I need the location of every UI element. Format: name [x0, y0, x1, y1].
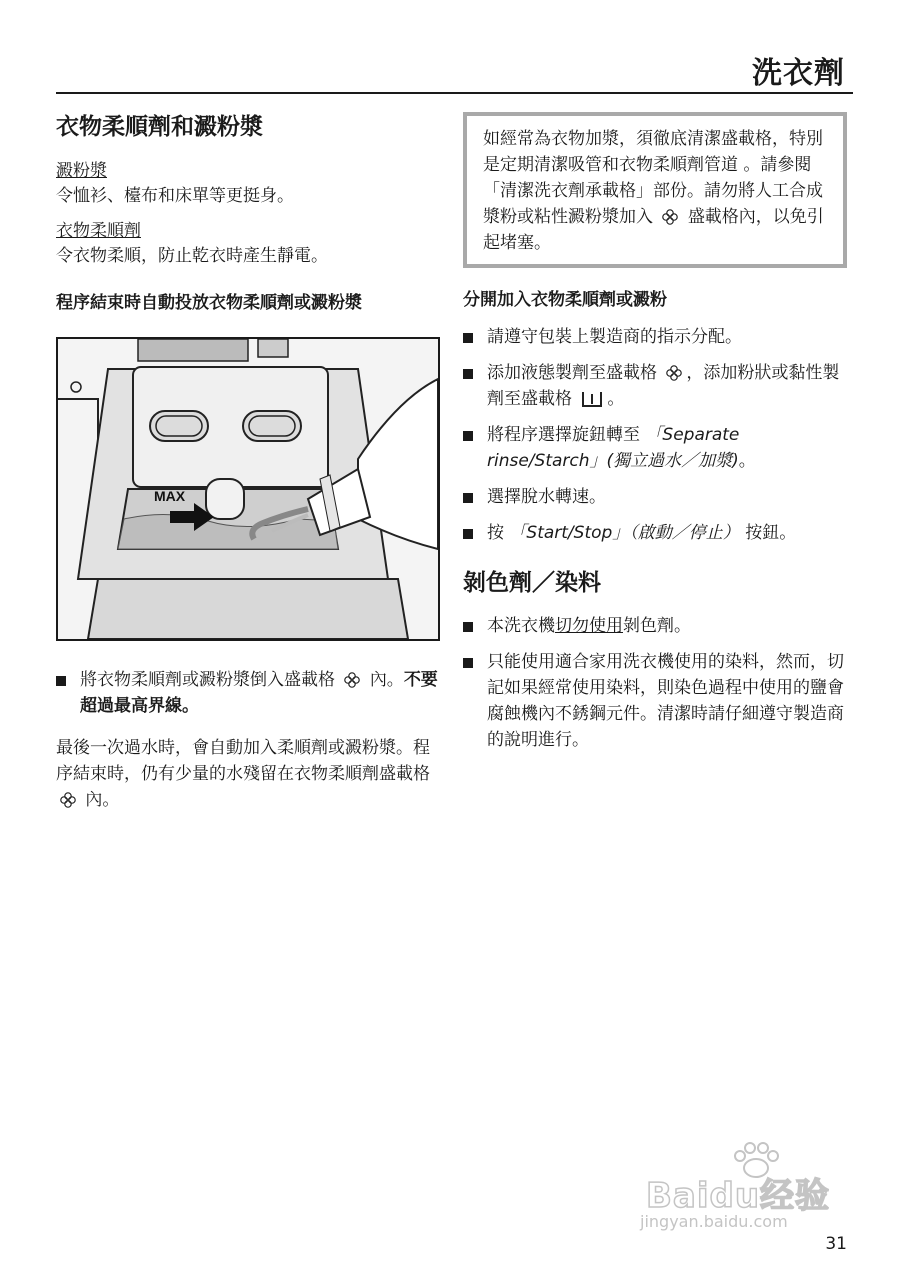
bullet-warning: 不要超過最高界線。	[80, 670, 438, 716]
list-item	[463, 520, 849, 546]
step-text: 將程序選擇旋鈕轉至	[487, 425, 640, 445]
watermark-brand: Baidu经验	[646, 1176, 831, 1216]
list-item	[463, 324, 849, 350]
flower-icon	[60, 792, 76, 808]
bullet-square-icon	[463, 493, 473, 503]
step-text: 添加液態製劑至盛載格	[487, 363, 657, 383]
list-item	[463, 613, 849, 639]
flower-icon	[666, 365, 682, 381]
powder-compartment-icon	[581, 390, 603, 408]
bullet-square-icon	[463, 529, 473, 539]
dispenser-illustration	[56, 337, 440, 641]
list-item	[463, 649, 849, 753]
auto-dispense-title: 程序結束時自動投放衣物柔順劑或澱粉漿	[56, 293, 362, 313]
page-title: 洗衣劑	[752, 56, 845, 91]
bullet-square-icon	[463, 369, 473, 379]
para-text: 最後一次過水時，會自動加入柔順劑或澱粉漿。程序結束時，仍有少量的水殘留在衣物柔順劑盛載格	[56, 738, 430, 784]
bullet-square-icon	[463, 622, 473, 632]
bullet-tail: 內。	[369, 670, 404, 690]
step-text-end: 。	[738, 451, 756, 471]
page-number: 31	[825, 1234, 847, 1254]
button-name: 「Start/Stop」（啟動／停止）	[509, 523, 740, 543]
note-box	[463, 112, 847, 268]
separate-add-steps	[463, 324, 849, 546]
right-column	[463, 112, 849, 763]
watermark-url: jingyan.baidu.com	[640, 1212, 788, 1231]
flower-icon	[662, 209, 678, 225]
step-text-end: 。	[607, 389, 625, 409]
dye-warning: 切勿使用	[555, 616, 623, 636]
separate-add-title: 分開加入衣物柔順劑或澱粉	[463, 290, 667, 310]
list-item	[463, 360, 849, 412]
dye-section-title: 剝色劑／染料	[463, 570, 601, 596]
dye-notes	[463, 613, 849, 753]
fill-instructions	[56, 667, 440, 719]
step-text: 請遵守包裝上製造商的指示分配。	[487, 327, 742, 347]
left-column	[56, 100, 440, 813]
list-item	[56, 667, 440, 719]
watermark	[640, 1150, 850, 1230]
starch-term: 澱粉漿	[56, 161, 107, 181]
auto-add-paragraph	[56, 735, 440, 813]
step-text-mid: ，添加粉狀或黏性製劑至盛載格	[487, 363, 840, 409]
step-text: 選擇脫水轉速。	[487, 487, 606, 507]
starch-desc: 令恤衫、檯布和床單等更挺身。	[56, 186, 294, 206]
dye-text-end: 剝色劑。	[623, 616, 691, 636]
para-tail: 內。	[85, 790, 120, 810]
bullet-square-icon	[463, 333, 473, 343]
softener-term: 衣物柔順劑	[56, 221, 141, 241]
note-text: 如經常為衣物加漿，須徹底清潔盛載格，特別是定期清潔吸管和衣物柔順劑管道 。請參閱「清潔洗衣劑承載格」部份。請勿將人工合成漿粉或粘性澱粉漿加入	[483, 129, 823, 227]
bullet-square-icon	[56, 676, 66, 686]
softener-definition	[56, 219, 440, 269]
header-rule	[56, 92, 853, 94]
section-title-softener-starch: 衣物柔順劑和澱粉漿	[56, 114, 263, 140]
list-item	[463, 422, 849, 474]
dispenser-drawing	[58, 339, 438, 639]
bullet-text: 將衣物柔順劑或澱粉漿倒入盛載格	[80, 670, 335, 690]
note-text-end: 盛載格內，以免引起堵塞。	[483, 207, 824, 253]
dye-text: 只能使用適合家用洗衣機使用的染料，然而，切記如果經常使用染料，則染色過程中使用的鹽會腐蝕機內不銹鋼元件。清潔時請仔細遵守製造商的說明進行。	[487, 652, 844, 750]
max-label: MAX	[154, 488, 186, 504]
step-text: 按	[487, 523, 504, 543]
list-item	[463, 484, 849, 510]
dye-text: 本洗衣機	[487, 616, 555, 636]
flower-icon	[344, 672, 360, 688]
bullet-square-icon	[463, 658, 473, 668]
step-text-end: 按鈕。	[745, 523, 797, 543]
starch-definition	[56, 159, 440, 209]
softener-desc: 令衣物柔順，防止乾衣時產生靜電。	[56, 246, 328, 266]
bullet-square-icon	[463, 431, 473, 441]
program-name: 「Separate rinse/Starch」(獨立過水／加漿)	[487, 425, 740, 471]
